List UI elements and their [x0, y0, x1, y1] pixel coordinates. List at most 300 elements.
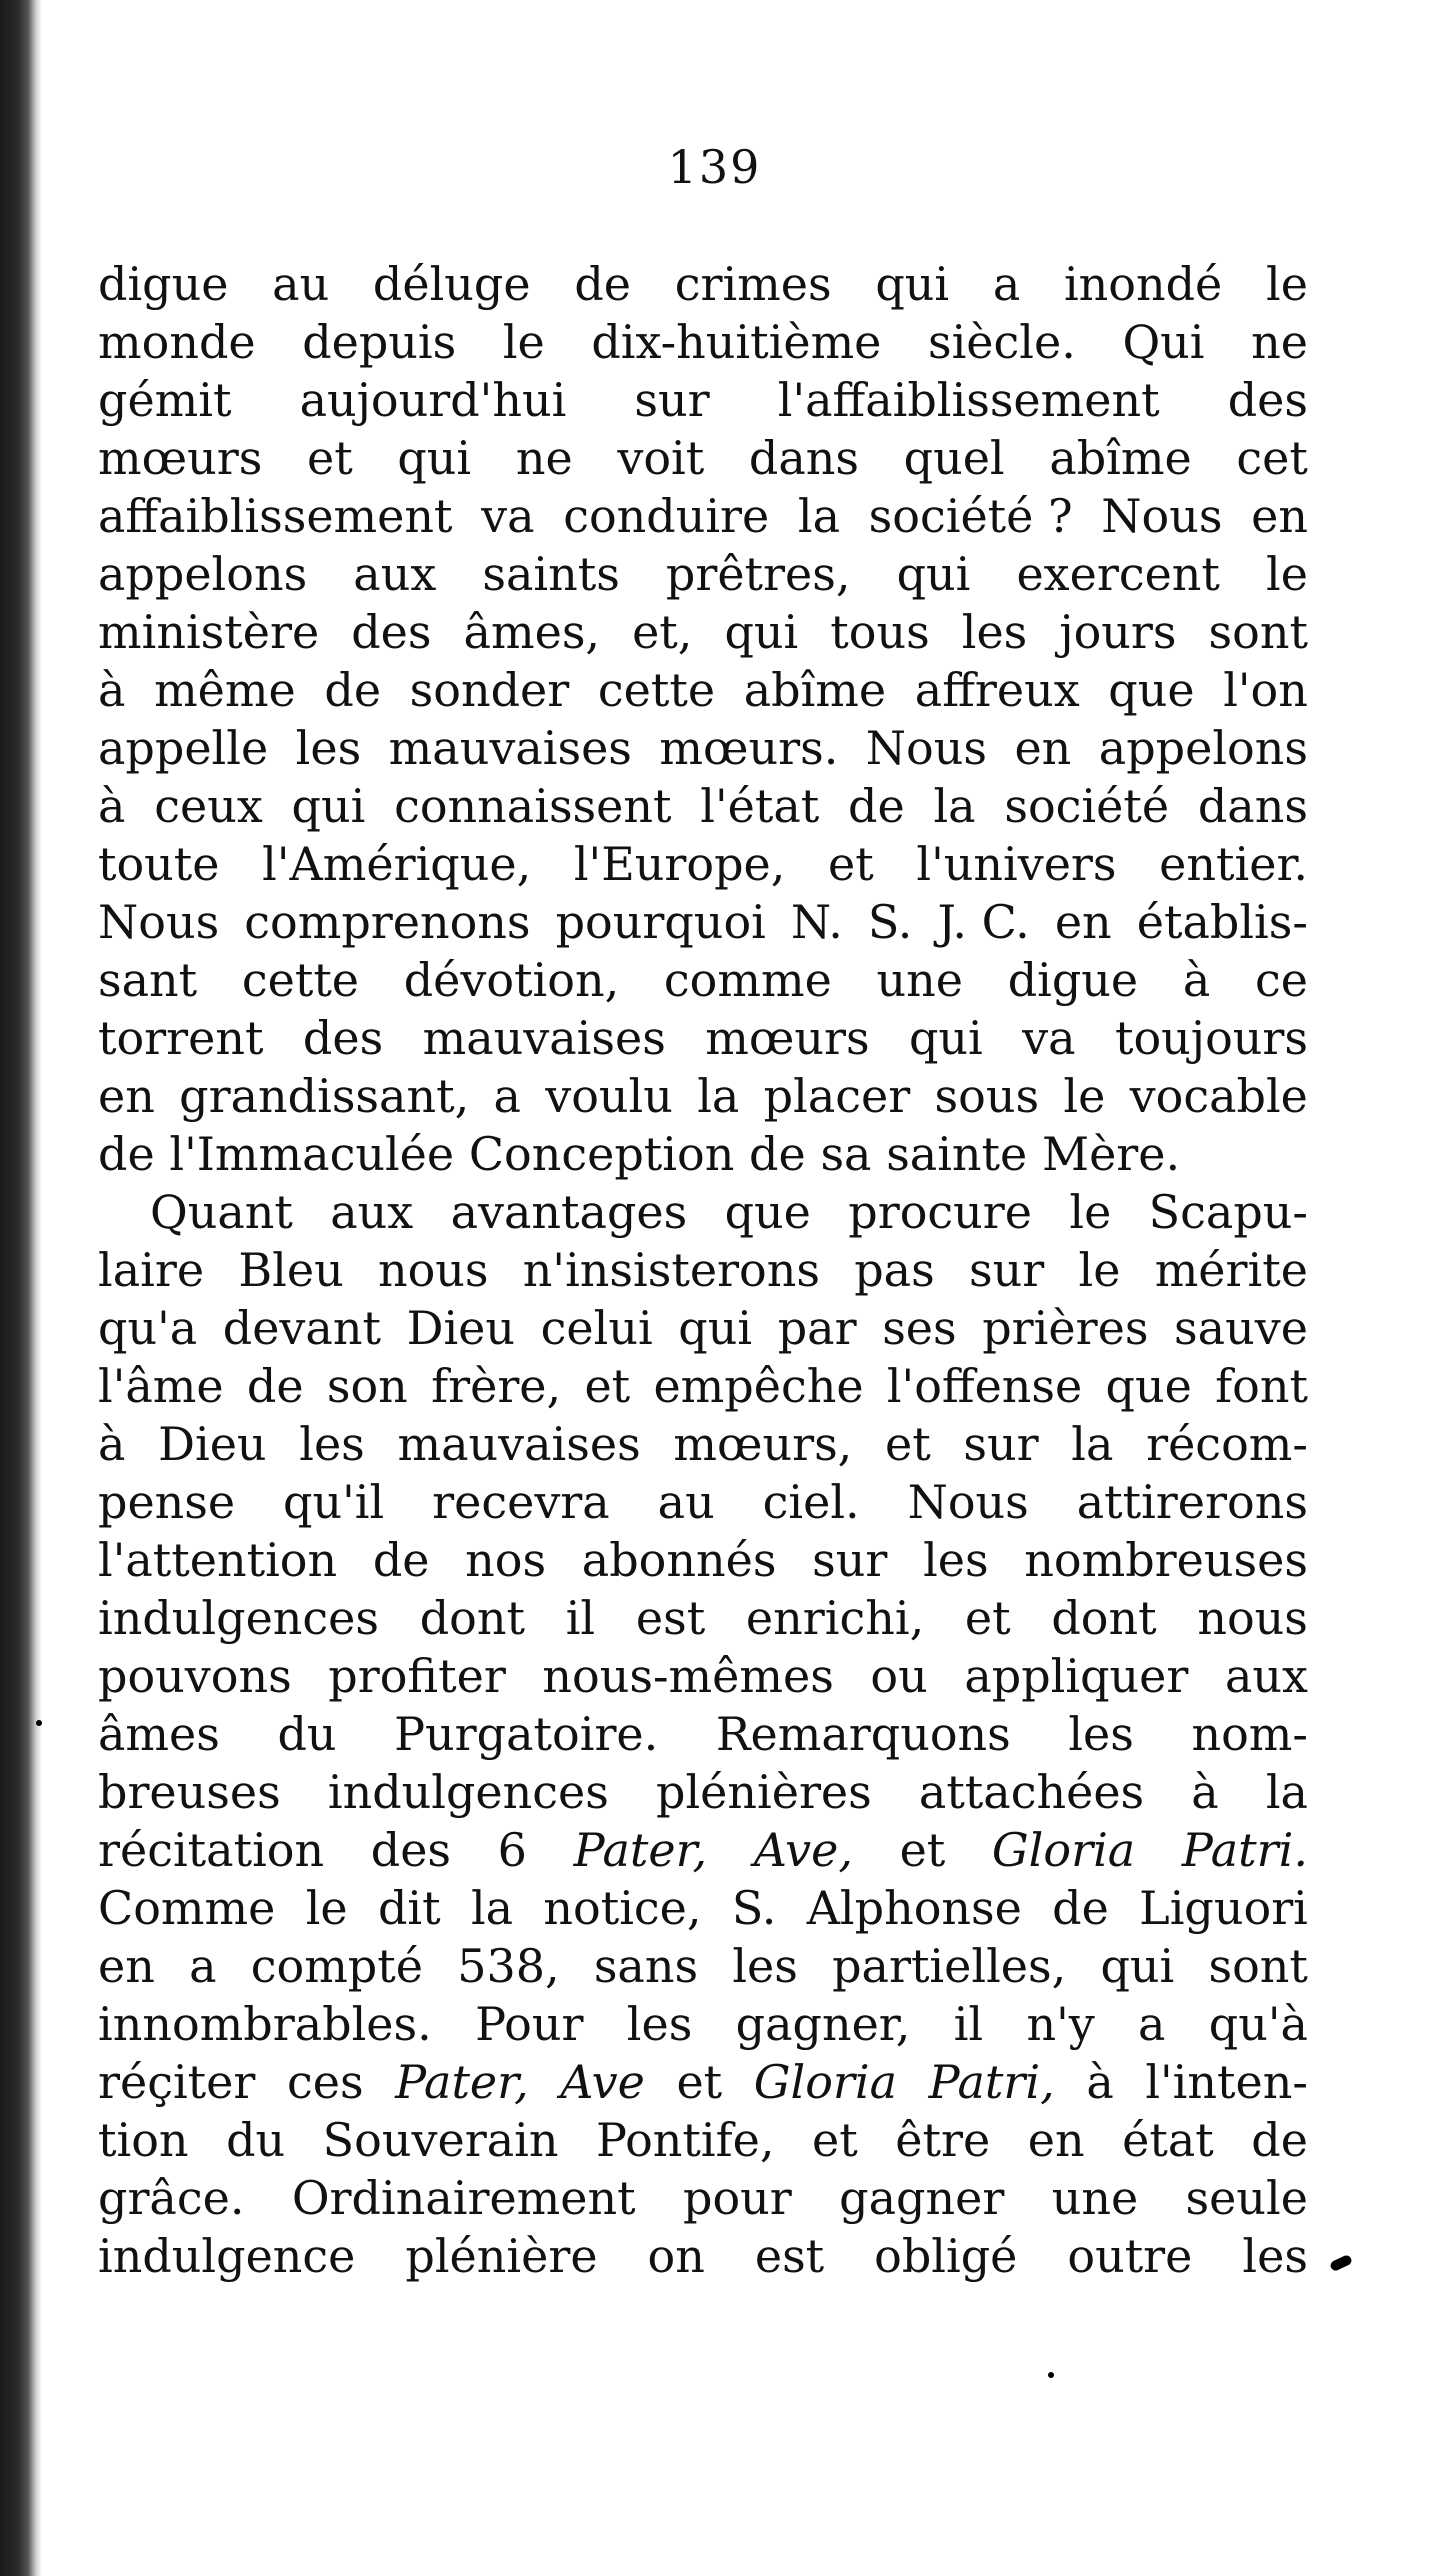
- word: de: [848, 779, 905, 833]
- text-line: [98, 1473, 1308, 1531]
- text-line: [98, 1879, 1308, 1937]
- word: en: [1014, 721, 1072, 775]
- word: prêtres,: [665, 547, 851, 601]
- text-line: [98, 1067, 1308, 1125]
- word: aujourd'hui: [299, 373, 567, 427]
- word: et: [964, 1591, 1011, 1645]
- word: le: [305, 1881, 348, 1935]
- word: que: [1105, 1359, 1192, 1413]
- text-line: [98, 1763, 1308, 1821]
- word: nous: [1197, 1591, 1308, 1645]
- word: outre: [1067, 2229, 1193, 2283]
- word: récom-: [1146, 1417, 1308, 1471]
- word: sur: [968, 1243, 1045, 1297]
- word: âmes: [98, 1707, 220, 1761]
- word: partielles,: [832, 1939, 1067, 1993]
- word: âmes,: [463, 605, 601, 659]
- word: dit: [377, 1881, 441, 1935]
- word: font: [1215, 1359, 1308, 1413]
- word: le: [1266, 547, 1308, 601]
- word: et: [828, 837, 874, 891]
- word: connaissent: [394, 779, 672, 833]
- word: comprenons: [244, 895, 531, 949]
- word: l'âme: [98, 1359, 224, 1413]
- word: une: [876, 953, 963, 1007]
- word: exercent: [1016, 547, 1220, 601]
- word: en: [1027, 2113, 1085, 2167]
- page-number: 139: [667, 140, 762, 194]
- word: est: [754, 2229, 825, 2283]
- word: dans: [1197, 779, 1308, 833]
- word: sur: [812, 1533, 888, 1587]
- word: de: [98, 1127, 155, 1181]
- text-line: [98, 255, 1308, 313]
- text-line: [98, 2111, 1308, 2169]
- word: on: [647, 2229, 705, 2283]
- text-line: [98, 1705, 1308, 1763]
- text-line: [98, 313, 1308, 371]
- word: l'Immaculée: [169, 1127, 455, 1181]
- word: dans: [748, 431, 859, 485]
- word: établis-: [1136, 895, 1308, 949]
- word: n'y: [1026, 1997, 1095, 2051]
- word: et: [306, 431, 353, 485]
- word: Comme: [98, 1881, 276, 1935]
- word: plénière: [405, 2229, 598, 2283]
- word: les: [1242, 2229, 1308, 2283]
- word: quel: [903, 431, 1005, 485]
- word: appelons: [1098, 721, 1308, 775]
- word: sur: [963, 1417, 1039, 1471]
- word: pense: [98, 1475, 236, 1529]
- word: Bleu: [238, 1243, 344, 1297]
- word: abîme: [1049, 431, 1192, 485]
- word: les: [626, 1997, 693, 2051]
- word: Ave: [560, 2055, 645, 2109]
- word: entier.: [1159, 837, 1308, 891]
- word: Qui: [1122, 315, 1205, 369]
- word: digue: [98, 257, 229, 311]
- word: 538,: [457, 1939, 560, 1993]
- word: Ave,: [753, 1823, 853, 1877]
- word: des: [351, 605, 432, 659]
- word: il: [565, 1591, 596, 1645]
- word: qui: [896, 547, 971, 601]
- text-line: [98, 1937, 1308, 1995]
- word: à: [98, 663, 126, 717]
- word: Dieu: [158, 1417, 267, 1471]
- text-line: [98, 603, 1308, 661]
- word: indulgences: [98, 1591, 380, 1645]
- word: voulu: [545, 1069, 673, 1123]
- word: recevra: [432, 1475, 610, 1529]
- word: le: [1078, 1243, 1121, 1297]
- word: vocable: [1129, 1069, 1308, 1123]
- text-line: [98, 1183, 1308, 1241]
- word: qui: [291, 779, 366, 833]
- word: innombrables.: [98, 1997, 432, 2051]
- text-line: [98, 893, 1308, 951]
- word: nous-mêmes: [542, 1649, 834, 1703]
- word: a: [493, 1069, 521, 1123]
- word: nom-: [1191, 1707, 1308, 1761]
- word: la: [933, 779, 976, 833]
- word: les: [732, 1939, 798, 1993]
- word: enrichi,: [745, 1591, 925, 1645]
- word: de: [749, 1127, 806, 1181]
- word: le: [502, 315, 545, 369]
- word: gagner: [839, 2171, 1005, 2225]
- word: l'on: [1223, 663, 1308, 717]
- word: mauvaises: [422, 1011, 666, 1065]
- word: procure: [848, 1185, 1032, 1239]
- word: gémit: [98, 373, 232, 427]
- word: l'univers: [916, 837, 1117, 891]
- word: de: [1251, 2113, 1308, 2167]
- text-line: [98, 661, 1308, 719]
- word: indulgences: [327, 1765, 609, 1819]
- word: être: [895, 2113, 991, 2167]
- word: à: [98, 779, 126, 833]
- word: pourquoi: [555, 895, 766, 949]
- word: mauvaises: [397, 1417, 641, 1471]
- word: de: [1052, 1881, 1109, 1935]
- word: la: [797, 489, 841, 543]
- word: l'état: [700, 779, 820, 833]
- word: sonder: [409, 663, 570, 717]
- word: toute: [98, 837, 220, 891]
- text-line: [98, 1821, 1308, 1879]
- word: le: [1063, 1069, 1106, 1123]
- word: de: [574, 257, 631, 311]
- word: Gloria: [991, 1823, 1136, 1877]
- text-line: [98, 1125, 1308, 1183]
- word: notice,: [543, 1881, 702, 1935]
- word: sainte: [886, 1127, 1028, 1181]
- word: l'affaiblissement: [777, 373, 1160, 427]
- word: depuis: [302, 315, 457, 369]
- word: obligé: [874, 2229, 1018, 2283]
- word: voit: [617, 431, 705, 485]
- word: tion: [98, 2113, 189, 2167]
- word: compté: [250, 1939, 423, 1993]
- word: Pater,: [573, 1823, 708, 1877]
- word: le: [1265, 257, 1308, 311]
- text-line: [98, 371, 1308, 429]
- word: qui: [908, 1011, 983, 1065]
- text-line: [98, 429, 1308, 487]
- word: dont: [1051, 1591, 1157, 1645]
- word: la: [1071, 1417, 1114, 1471]
- word: une: [1051, 2171, 1139, 2225]
- word: est: [635, 1591, 706, 1645]
- word: que: [1108, 663, 1195, 717]
- word: état: [1122, 2113, 1214, 2167]
- word: la: [697, 1069, 740, 1123]
- word: ce: [1254, 953, 1308, 1007]
- word: tous: [830, 605, 930, 659]
- text-line: [98, 2169, 1308, 2227]
- word: Dieu: [406, 1301, 516, 1355]
- word: avantages: [450, 1185, 688, 1239]
- word: ministère: [98, 605, 320, 659]
- word: société ?: [868, 489, 1073, 543]
- word: 6: [497, 1823, 527, 1877]
- word: Nous: [865, 721, 987, 775]
- ink-speck: [1048, 2372, 1054, 2378]
- word: affreux: [914, 663, 1080, 717]
- text-line: [98, 1531, 1308, 1589]
- word: attirerons: [1076, 1475, 1308, 1529]
- body-text: [98, 255, 1308, 2285]
- word: nombreuses: [1024, 1533, 1308, 1587]
- word: nous: [377, 1243, 489, 1297]
- word: Souverain: [322, 2113, 559, 2167]
- word: aux: [353, 547, 437, 601]
- text-line: [98, 1357, 1308, 1415]
- word: cette: [241, 953, 360, 1007]
- word: digue: [1007, 953, 1139, 1007]
- word: toujours: [1115, 1011, 1308, 1065]
- word: appliquer: [964, 1649, 1189, 1703]
- word: l'inten-: [1145, 2055, 1308, 2109]
- word: affaiblissement: [98, 489, 453, 543]
- word: des: [370, 1823, 452, 1877]
- word: des: [302, 1011, 384, 1065]
- word: monde: [98, 315, 256, 369]
- word: nos: [465, 1533, 547, 1587]
- word: les: [923, 1533, 989, 1587]
- word: mœurs.: [659, 721, 839, 775]
- text-line: [98, 719, 1308, 777]
- word: profiter: [328, 1649, 506, 1703]
- word: ou: [870, 1649, 928, 1703]
- text-line: [98, 545, 1308, 603]
- word: inondé: [1063, 257, 1223, 311]
- word: saints: [482, 547, 620, 601]
- word: sous: [934, 1069, 1040, 1123]
- word: n'insisterons: [522, 1243, 820, 1297]
- word: dévotion,: [403, 953, 620, 1007]
- word: appelle: [98, 721, 269, 775]
- word: la: [1265, 1765, 1308, 1819]
- word: ces: [286, 2055, 364, 2109]
- word: au: [272, 257, 330, 311]
- word: Nous: [98, 895, 220, 949]
- word: sont: [1208, 605, 1308, 659]
- word: Alphonse: [806, 1881, 1022, 1935]
- word: va: [481, 489, 535, 543]
- word: l'attention: [98, 1533, 338, 1587]
- word: en: [1054, 895, 1112, 949]
- text-line: [98, 1995, 1308, 2053]
- word: à: [98, 1417, 126, 1471]
- word: S.: [867, 895, 913, 949]
- text-line: [98, 1241, 1308, 1299]
- word: Pour: [475, 1997, 584, 2051]
- word: Conception: [468, 1127, 735, 1181]
- ink-speck: [1329, 2254, 1353, 2272]
- word: frère,: [431, 1359, 562, 1413]
- word: qu'à: [1208, 1997, 1308, 2051]
- text-line: [98, 777, 1308, 835]
- word: et: [676, 2055, 723, 2109]
- word: à: [1086, 2055, 1114, 2109]
- word: comme: [663, 953, 832, 1007]
- word: même: [154, 663, 296, 717]
- word: sans: [593, 1939, 699, 1993]
- word: qui: [724, 605, 799, 659]
- text-line: [98, 951, 1308, 1009]
- word: déluge: [372, 257, 531, 311]
- text-line: [98, 2227, 1308, 2285]
- word: du: [226, 2113, 286, 2167]
- word: dix-huitième: [591, 315, 882, 369]
- word: ses: [882, 1301, 957, 1355]
- word: abonnés: [581, 1533, 777, 1587]
- text-line: [98, 1647, 1308, 1705]
- word: qui: [678, 1301, 753, 1355]
- word: les: [299, 1417, 365, 1471]
- word: placer: [763, 1069, 911, 1123]
- word: mœurs: [98, 431, 263, 485]
- word: prières: [982, 1301, 1149, 1355]
- word: réçiter: [98, 2055, 256, 2109]
- word: a: [189, 1939, 217, 1993]
- word: l'Amérique,: [262, 837, 532, 891]
- word: sant: [98, 953, 198, 1007]
- word: Liguori: [1139, 1881, 1308, 1935]
- text-line: [98, 1299, 1308, 1357]
- word: Patri,: [928, 2055, 1055, 2109]
- word: au: [657, 1475, 715, 1529]
- word: ciel.: [762, 1475, 860, 1529]
- word: société: [1004, 779, 1170, 833]
- word: Gloria: [753, 2055, 898, 2109]
- word: J. C.: [937, 895, 1030, 949]
- word: N.: [790, 895, 843, 949]
- word: Pontife,: [596, 2113, 775, 2167]
- text-line: [98, 1589, 1308, 1647]
- word: et,: [632, 605, 693, 659]
- word: a: [992, 257, 1021, 311]
- word: les: [1068, 1707, 1134, 1761]
- word: S.: [731, 1881, 777, 1935]
- word: conduire: [563, 489, 770, 543]
- word: pas: [854, 1243, 935, 1297]
- word: qui: [875, 257, 950, 311]
- word: mauvaises: [388, 721, 632, 775]
- word: Quant: [150, 1185, 293, 1239]
- word: de: [372, 1533, 430, 1587]
- word: par: [777, 1301, 857, 1355]
- word: aux: [1225, 1649, 1308, 1703]
- word: va: [1022, 1011, 1076, 1065]
- word: empêche: [653, 1359, 864, 1413]
- word: mœurs,: [673, 1417, 853, 1471]
- word: Ordinairement: [291, 2171, 636, 2225]
- text-line: [98, 2053, 1308, 2111]
- word: grandissant,: [179, 1069, 470, 1123]
- word: des: [1227, 373, 1308, 427]
- word: ne: [1251, 315, 1308, 369]
- word: pour: [683, 2171, 792, 2225]
- word: plénières: [656, 1765, 872, 1819]
- word: abîme: [743, 663, 887, 717]
- book-binding-edge: [0, 0, 42, 2576]
- word: qu'a: [98, 1301, 198, 1355]
- word: à: [1182, 953, 1211, 1007]
- ink-speck: [36, 1720, 42, 1726]
- word: sauve: [1174, 1301, 1308, 1355]
- word: laire: [98, 1243, 205, 1297]
- word: il: [953, 1997, 984, 2051]
- word: appelons: [98, 547, 308, 601]
- word: devant: [222, 1301, 381, 1355]
- word: cet: [1236, 431, 1308, 485]
- word: les: [295, 721, 362, 775]
- word: et: [899, 1823, 946, 1877]
- word: Scapu-: [1148, 1185, 1308, 1239]
- word: a: [1138, 1997, 1166, 2051]
- word: siècle.: [927, 315, 1076, 369]
- word: et: [584, 1359, 631, 1413]
- text-line: [98, 1009, 1308, 1067]
- word: breuses: [98, 1765, 281, 1819]
- word: jours: [1059, 605, 1177, 659]
- word: Patri.: [1181, 1823, 1308, 1877]
- word: l'offense: [886, 1359, 1083, 1413]
- word: crimes: [674, 257, 832, 311]
- text-line: [98, 487, 1308, 545]
- word: et: [812, 2113, 858, 2167]
- text-line: [98, 835, 1308, 893]
- word: grâce.: [98, 2171, 245, 2225]
- word: Purgatoire.: [394, 1707, 659, 1761]
- word: dont: [419, 1591, 525, 1645]
- word: le: [1069, 1185, 1112, 1239]
- word: de: [246, 1359, 304, 1413]
- word: sont: [1208, 1939, 1308, 1993]
- word: celui: [540, 1301, 653, 1355]
- word: ne: [515, 431, 573, 485]
- word: du: [277, 1707, 337, 1761]
- word: les: [961, 605, 1028, 659]
- word: seule: [1185, 2171, 1308, 2225]
- word: à: [1191, 1765, 1219, 1819]
- word: qui: [397, 431, 472, 485]
- word: sa: [820, 1127, 872, 1181]
- word: qu'il: [283, 1475, 385, 1529]
- word: son: [326, 1359, 408, 1413]
- word: l'Europe,: [573, 837, 786, 891]
- word: Pater,: [395, 2055, 529, 2109]
- word: cette: [597, 663, 716, 717]
- word: aux: [330, 1185, 414, 1239]
- word: pouvons: [98, 1649, 292, 1703]
- word: et: [884, 1417, 931, 1471]
- word: la: [470, 1881, 514, 1935]
- word: en: [98, 1939, 155, 1993]
- word: de: [324, 663, 382, 717]
- word: récitation: [98, 1823, 325, 1877]
- word: que: [724, 1185, 811, 1239]
- word: ceux: [154, 779, 263, 833]
- word: en: [1251, 489, 1308, 543]
- word: attachées: [918, 1765, 1145, 1819]
- word: Mère.: [1041, 1127, 1181, 1181]
- word: mœurs: [705, 1011, 870, 1065]
